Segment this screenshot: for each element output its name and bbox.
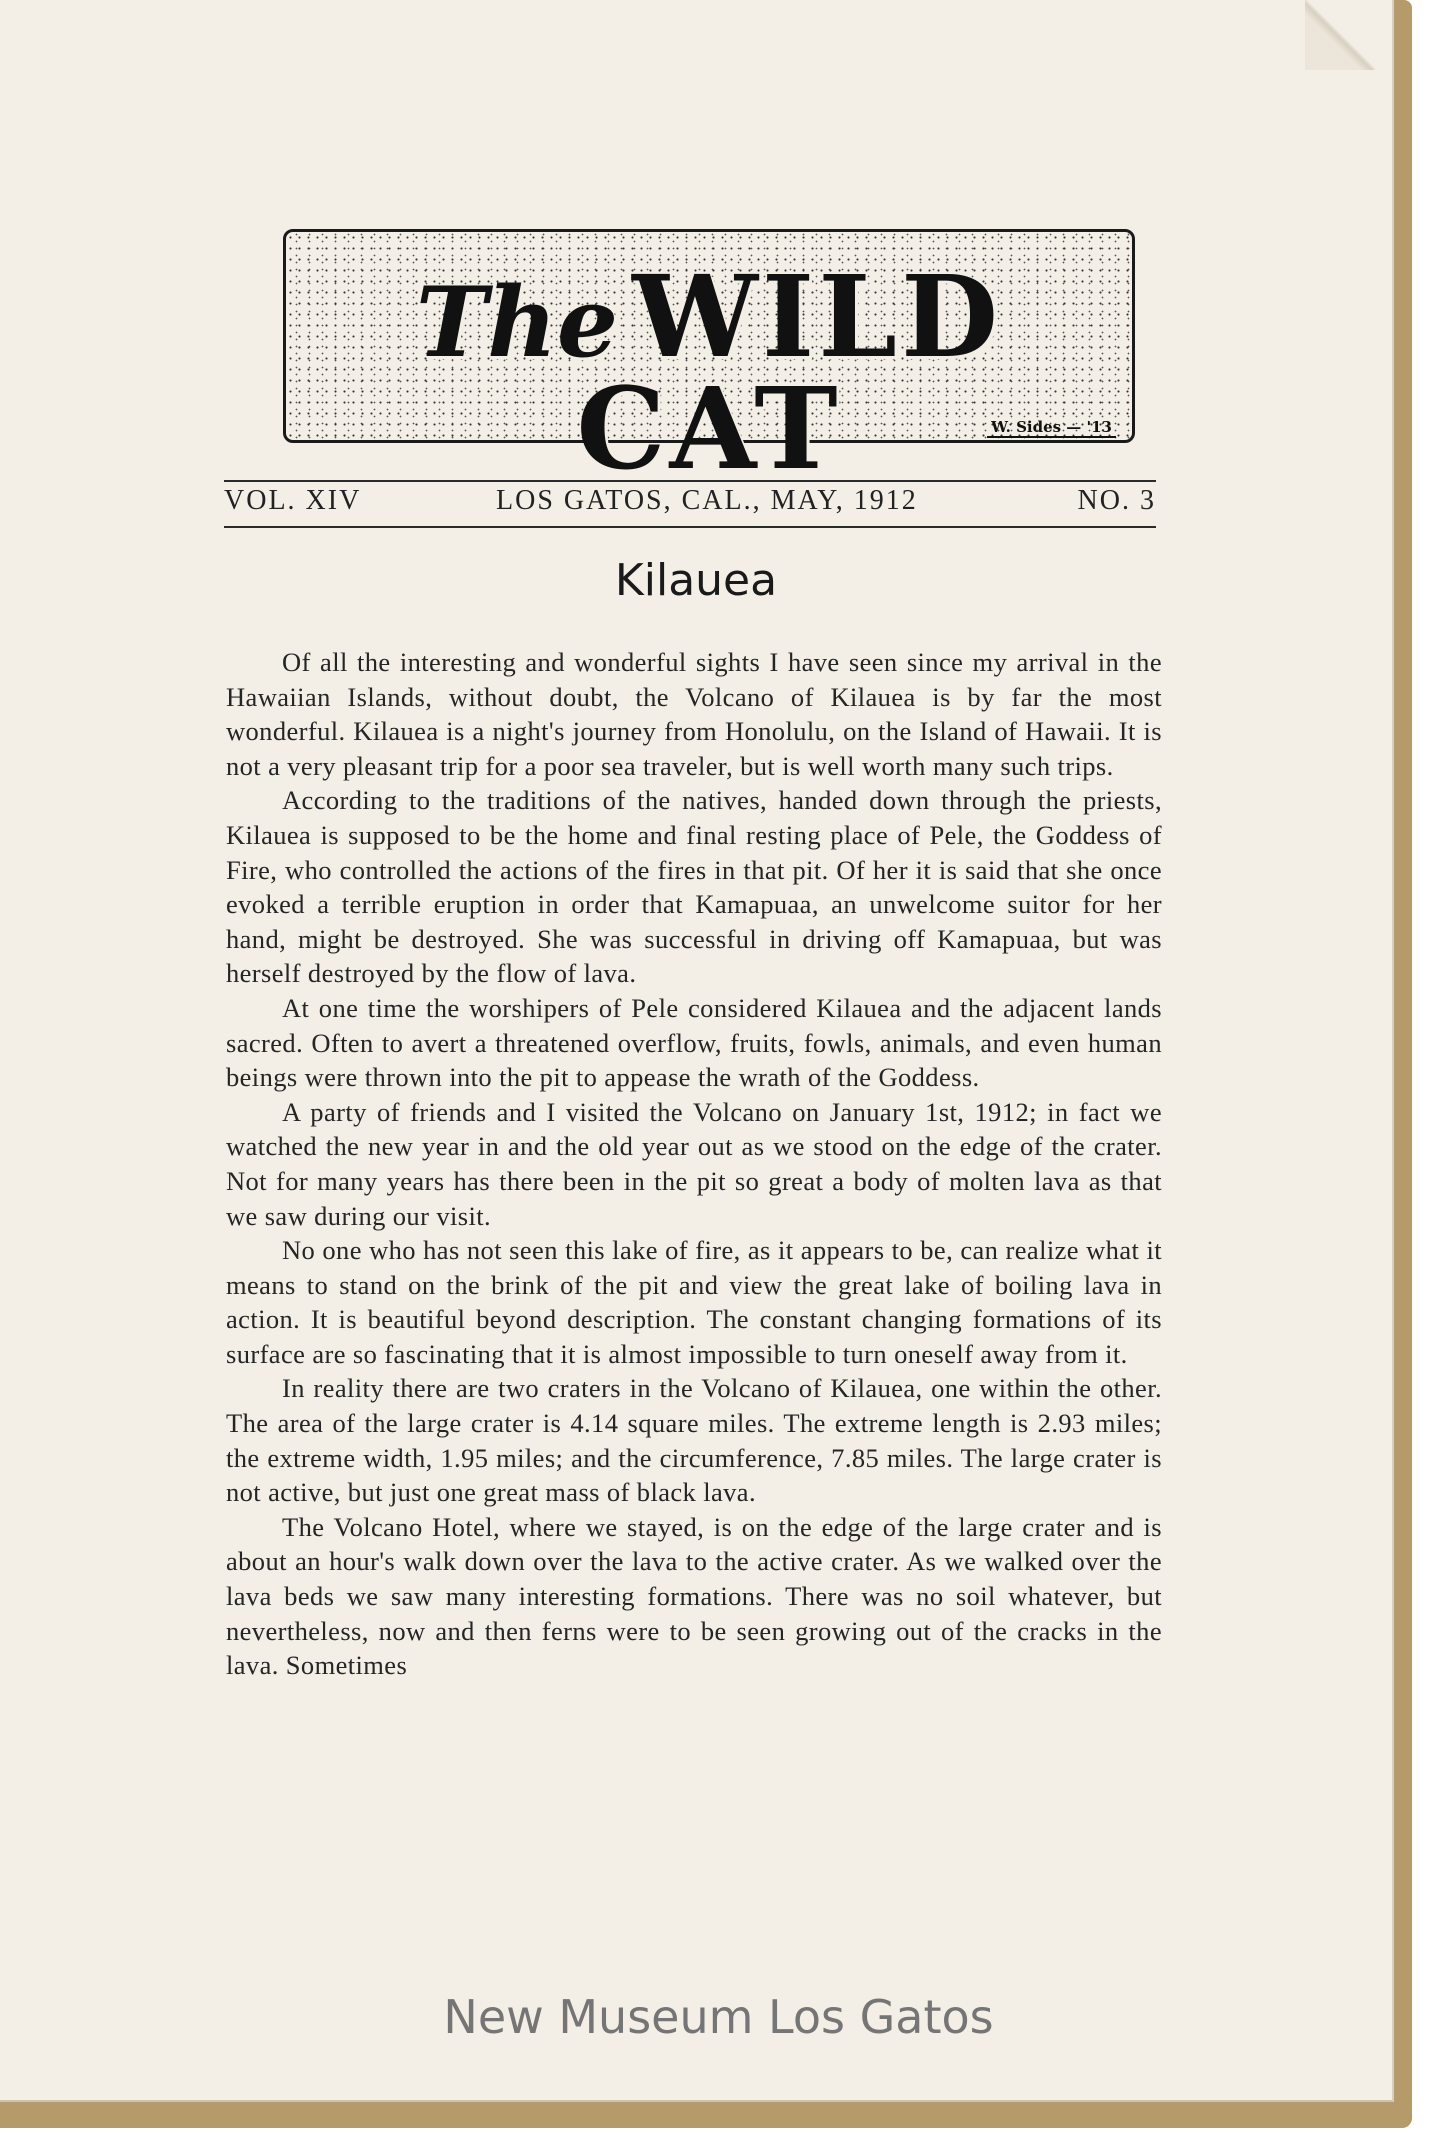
paragraph: No one who has not seen this lake of fire, as it appears to be, can realize what it means to stand on the brink of the pit and view the great lake of boiling lava in action. It is beautiful beyond description. The constant changing formations of its surface are so fascinating that it is almost impossible to turn oneself away from it.: [226, 1235, 1162, 1369]
place-date-label: LOS GATOS, CAL., MAY, 1912: [496, 485, 918, 516]
paragraph: At one time the worshipers of Pele considered Kilauea and the adjacent lands sacred. Often to avert a threatened overflow, fruits, fowls, animals, and even human beings were thrown into the pit to appease the wrath of the Goddess.: [226, 992, 1162, 1093]
issue-line: [224, 485, 1156, 521]
paragraph: According to the traditions of the natives, handed down through the priests, Kilauea is supposed to be the home and final resting place of Pele, the Goddess of Fire, who controlled the actions of the fires in that pit. Of her it is said that she once evoked a terrible eruption in order that Kamapuaa, an unwelcome suitor for her hand, might be destroyed. She was successful in driving off Kamapuaa, but was herself destroyed by the flow of lava.: [226, 785, 1162, 989]
museum-watermark: New Museum Los Gatos: [443, 1990, 994, 2044]
paragraph: Of all the interesting and wonderful sights I have seen since my arrival in the Hawaiian Islands, without doubt, the Volcano of Kilauea is by far the most wonderful. Kilauea is a night's journey from Honolulu, on the Island of Hawaii. It is not a very pleasant trip for a poor sea traveler, but is well worth many such trips.: [226, 647, 1162, 781]
paragraph: In reality there are two craters in the Volcano of Kilauea, one within the other. The area of the large crater is 4.14 square miles. The extreme length is 2.93 miles; the extreme width, 1.95 miles; and the circumference, 7.85 miles. The large crater is not active, but just one great mass of black lava.: [226, 1373, 1162, 1508]
volume-label: VOL. XIV: [224, 485, 362, 516]
page-corner-curl: [1305, 0, 1375, 70]
artist-signature: W. Sides — '13: [987, 418, 1116, 438]
masthead-the: The: [415, 266, 619, 379]
issue-number-label: NO. 3: [1077, 485, 1156, 516]
masthead-wildcat: WILD CAT: [576, 252, 1003, 495]
paragraph: A party of friends and I visited the Volcano on January 1st, 1912; in fact we watched the new year in and the old year out as we stood on the edge of the crater. Not for many years has there been in the pit so great a body of molten lava as that we saw during our visit.: [226, 1096, 1162, 1231]
paragraph: The Volcano Hotel, where we stayed, is on the edge of the large crater and is about an hour's walk down over the lava to the active crater. As we walked over the lava beds we saw many interesting formations. There was no soil whatever, but nevertheless, now and then ferns were to be seen growing out of the cracks in the lava. Sometimes: [226, 1511, 1162, 1681]
masthead-title: [286, 252, 1132, 495]
masthead-banner: [283, 229, 1135, 495]
article-title: Kilauea: [614, 555, 778, 606]
issue-rule-bottom: [224, 526, 1156, 528]
issue-rule-top: [224, 480, 1156, 482]
article-body: [226, 645, 1162, 1683]
